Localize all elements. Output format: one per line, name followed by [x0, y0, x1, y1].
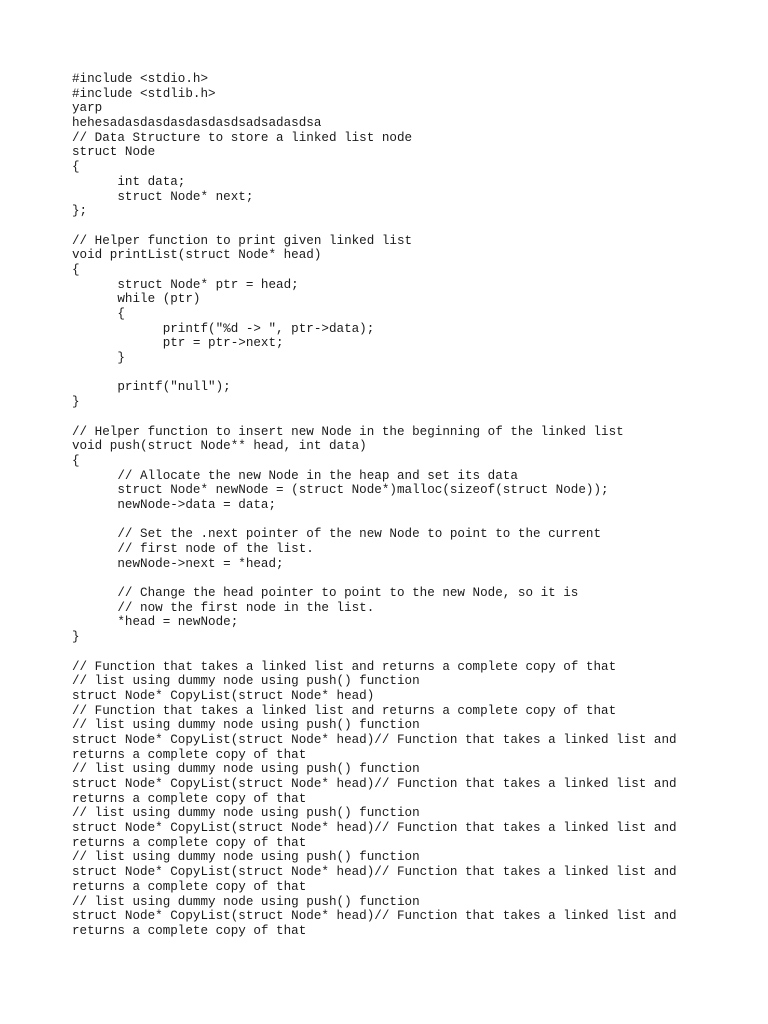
code-line: struct Node* CopyList(struct Node* head)// Function that takes a linked list and: [72, 909, 677, 924]
blank-line: [72, 219, 712, 234]
code-line: // Change the head pointer to point to the new Node, so it is: [72, 586, 579, 601]
code-line: // Helper function to print given linked list: [72, 233, 413, 248]
code-line: {: [72, 262, 80, 277]
code-line: {: [72, 160, 80, 175]
code-line: // Data Structure to store a linked list node: [72, 130, 413, 145]
code-line: void push(struct Node** head, int data): [72, 439, 367, 454]
code-line: hehesadasdasdasdasdasdsadsadasdsa: [72, 116, 322, 131]
code-line: // Set the .next pointer of the new Node to point to the current: [72, 527, 602, 542]
code-line: // list using dummy node using push() function: [72, 806, 420, 821]
code-line: returns a complete copy of that: [72, 835, 307, 850]
code-line: struct Node* next;: [72, 189, 254, 204]
code-line: }: [72, 630, 80, 645]
document-page: [72, 72, 712, 939]
code-line: struct Node: [72, 145, 156, 160]
code-line: {: [72, 453, 80, 468]
code-line: // now the first node in the list.: [72, 600, 375, 615]
code-line: };: [72, 204, 88, 219]
code-line: // Helper function to insert new Node in the beginning of the linked list: [72, 424, 624, 439]
code-line: struct Node* CopyList(struct Node* head)// Function that takes a linked list and: [72, 865, 677, 880]
code-line: // list using dummy node using push() function: [72, 894, 420, 909]
code-line: yarp: [72, 101, 103, 116]
code-line: {: [72, 307, 125, 321]
code-line: struct Node* CopyList(struct Node* head): [72, 688, 375, 703]
blank-line: [72, 410, 712, 425]
code-line: #include <stdio.h>: [72, 72, 209, 86]
blank-line: [72, 571, 712, 586]
code-line: struct Node* CopyList(struct Node* head)// Function that takes a linked list and: [72, 777, 677, 791]
code-line: newNode->next = *head;: [72, 556, 284, 571]
code-line: // list using dummy node using push() function: [72, 674, 420, 689]
code-line: // Function that takes a linked list and returns a complete copy of that: [72, 659, 617, 674]
code-line: returns a complete copy of that: [72, 923, 307, 938]
code-line: struct Node* CopyList(struct Node* head)// Function that takes a linked list and: [72, 732, 677, 747]
code-line: returns a complete copy of that: [72, 879, 307, 894]
code-line: // list using dummy node using push() function: [72, 718, 420, 733]
code-line: printf("null");: [72, 380, 231, 395]
code-line: struct Node* ptr = head;: [72, 277, 299, 292]
blank-line: [72, 645, 712, 660]
code-listing: [72, 72, 712, 939]
code-line: *head = newNode;: [72, 615, 239, 630]
code-line: newNode->data = data;: [72, 497, 277, 512]
blank-line: [72, 366, 712, 381]
code-line: // Function that takes a linked list and returns a complete copy of that: [72, 703, 617, 718]
code-line: struct Node* newNode = (struct Node*)malloc(sizeof(struct Node));: [72, 483, 609, 498]
code-line: returns a complete copy of that: [72, 747, 307, 762]
code-line: struct Node* CopyList(struct Node* head)// Function that takes a linked list and: [72, 821, 677, 836]
code-line: returns a complete copy of that: [72, 791, 307, 806]
code-line: while (ptr): [72, 292, 201, 307]
code-line: // list using dummy node using push() function: [72, 762, 420, 777]
code-line: // first node of the list.: [72, 542, 314, 556]
code-line: }: [72, 395, 80, 410]
code-line: void printList(struct Node* head): [72, 248, 322, 263]
code-line: }: [72, 351, 125, 366]
code-line: // Allocate the new Node in the heap and set its data: [72, 468, 518, 483]
code-line: printf("%d -> ", ptr->data);: [72, 321, 375, 336]
code-line: #include <stdlib.h>: [72, 86, 216, 101]
code-line: // list using dummy node using push() function: [72, 850, 420, 865]
code-line: ptr = ptr->next;: [72, 336, 284, 351]
blank-line: [72, 513, 712, 528]
code-line: int data;: [72, 174, 186, 189]
